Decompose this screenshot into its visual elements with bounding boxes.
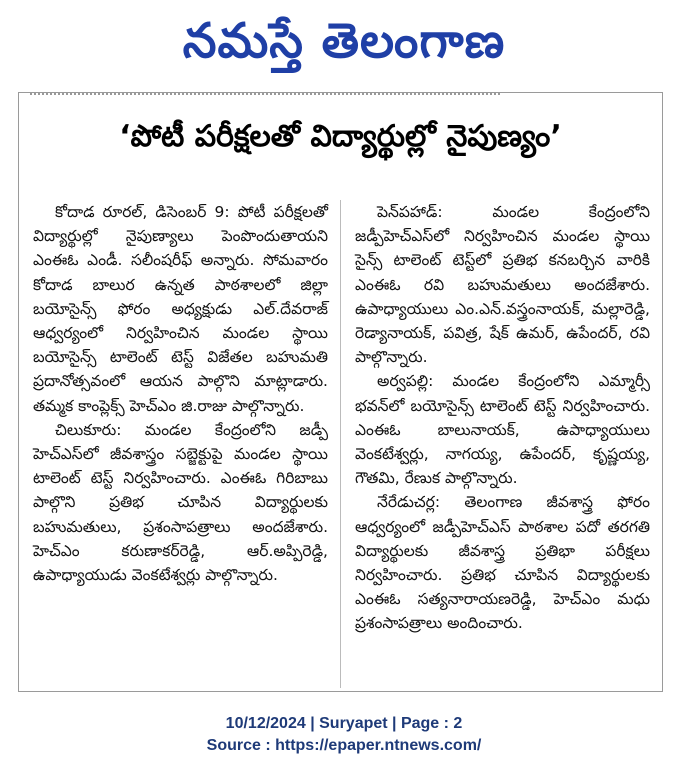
- column-divider: [340, 200, 341, 688]
- source-link[interactable]: Source : https://epaper.ntnews.com/: [206, 737, 482, 754]
- cropped-previous-headline-strip: [30, 93, 500, 101]
- article-column-left: [33, 200, 328, 587]
- article-column-right: [355, 200, 650, 636]
- article-paragraph: పెన్‌పహాడ్: మండల కేంద్రంలోని జడ్పీహెచ్ఎస్‌లో నిర్వహించిన మండల స్థాయి సైన్స్ టాలెంట్ టెస్ట్‌లో ప్రతిభ కనబర్చిన వారికి ఎంఈఓ రవి బహుమతులు అందజేశారు. ఉపాధ్యాయులు ఎం.ఎన్.వస్త్రంనాయక్, మల్లారెడ్డి, రెడ్యానాయక్, పవిత్ర, షేక్ ఉమర్, ఉపేందర్, రవి పాల్గొన్నారు.: [355, 203, 650, 367]
- article-paragraph: కోదాడ రూరల్, డిసెంబర్ 9: పోటీ పరీక్షలతో విద్యార్థుల్లో నైపుణ్యాలు పెంపొందుతాయని ఎంఈఓ ఎండీ. సలీంషరీఫ్ అన్నారు. సోమవారం కోదాడ బాలుర ఉన్నత పాఠశాలలో జిల్లా బయోసైన్స్ ఫోరం అధ్యక్షుడు ఎల్.దేవరాజ్ ఆధ్వర్యంలో నిర్వహించిన మండల స్థాయి బయోసైన్స్ టాలెంట్ టెస్ట్ విజేతల బహుమతి ప్రదానోత్సవంలో ఆయన పాల్గొని మాట్లాడారు. తమ్మక కాంప్లెక్స్ హెచ్ఎం జి.రాజు పాల్గొన్నారు.: [33, 203, 328, 415]
- newspaper-masthead: నమస్తే తెలంగాణ: [182, 13, 506, 69]
- edition-info: 10/12/2024 | Suryapet | Page : 2: [225, 715, 463, 732]
- article-paragraph: నేరేడుచర్ల: తెలంగాణ జీవశాస్త్ర ఫోరం ఆధ్వర్యంలో జడ్పీహెచ్ఎస్ పాఠశాల పదో తరగతి విద్యార్థులకు జీవశాస్త్ర ప్రతిభా పరీక్షలు నిర్వహించారు. ప్రతిభ చూపిన విద్యార్థులకు ఎంఈఓ సత్యనారాయణరెడ్డి, హెచ్ఎం మధు ప్రశంసాపత్రాలు అందించారు.: [355, 493, 650, 633]
- article-paragraph: అర్వపల్లి: మండల కేంద్రంలోని ఎమ్మార్సీ భవన్‌లో బయోసైన్స్ టాలెంట్ టెస్ట్ నిర్వహించారు. ఎంఈఓ బాలునాయక్, ఉపాధ్యాయులు వెంకటేశ్వర్లు, నాగయ్య, ఉపేందర్, కృష్ణయ్య, గౌతమి, రేణుక పాల్గొన్నారు.: [355, 372, 650, 488]
- article-paragraph: చిలుకూరు: మండల కేంద్రంలోని జడ్పీ హెచ్ఎస్‌లో జీవశాస్త్రం సబ్జెక్టుపై మండల స్థాయి టాలెంట్ టెస్ట్ నిర్వహించారు. ఎంఈఓ గిరిబాబు పాల్గొని ప్రతిభ చూపిన విద్యార్థులకు బహుమతులు, ప్రశంసాపత్రాలు అందజేశారు. హెచ్ఎం కరుణాకర్‌రెడ్డి, ఆర్.అప్పిరెడ్డి, ఉపాధ్యాయుడు వెంకటేశ్వర్లు పాల్గొన్నారు.: [33, 420, 328, 585]
- clipping-footer: [0, 713, 688, 757]
- article-headline: ‘పోటీ పరీక్షలతో విద్యార్థుల్లో నైపుణ్యం’: [119, 119, 562, 154]
